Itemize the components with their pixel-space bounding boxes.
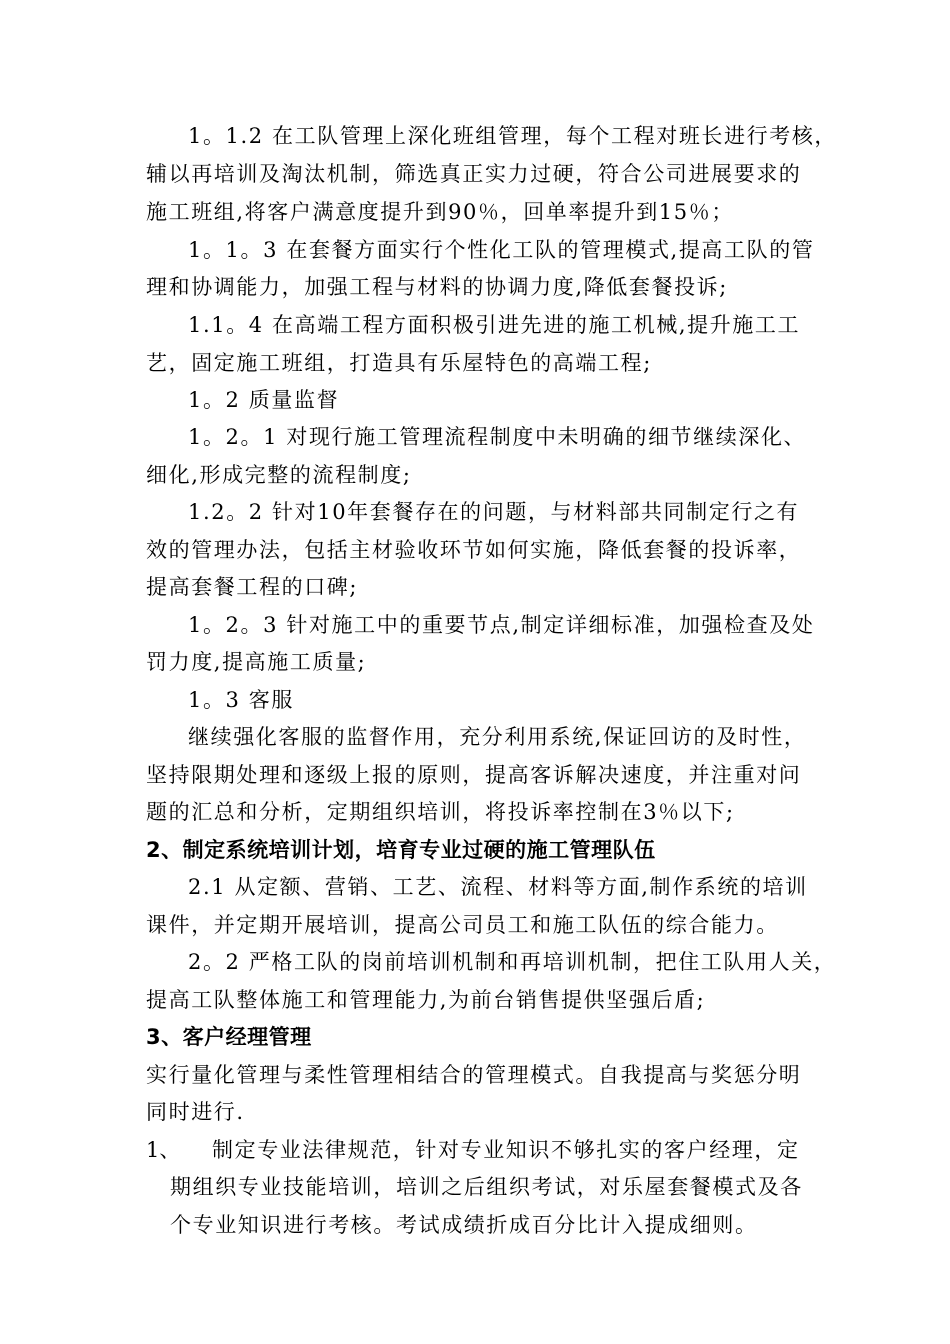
- paragraph-1-2-2-line-1: 1.2。2 针对10年套餐存在的问题，与材料部共同制定行之有: [188, 500, 800, 524]
- paragraph-1-1-4-line-1: 1.1。4 在高端工程方面积极引进先进的施工机械,提升施工工: [188, 313, 801, 337]
- list-item-1-line-1: 制定专业法律规范，针对专业知识不够扎实的客户经理，定: [212, 1138, 800, 1162]
- list-item-1-line-2: 期组织专业技能培训，培训之后组织考试，对乐屋套餐模式及各: [170, 1175, 803, 1199]
- paragraph-customer-service-line-1: 继续强化客服的监督作用，充分利用系统,保证回访的及时性，: [188, 725, 807, 749]
- paragraph-1-2-3-line-2: 罚力度,提高施工质量;: [146, 650, 367, 674]
- paragraph-1-1-4-line-2: 艺，固定施工班组，打造具有乐屋特色的高端工程;: [146, 351, 652, 375]
- section-heading-training-plan: 2、制定系统培训计划，培育专业过硬的施工管理队伍: [146, 838, 656, 862]
- paragraph-2-2-line-2: 提高工队整体施工和管理能力,为前台销售提供坚强后盾;: [146, 988, 706, 1012]
- paragraph-1-2-1-line-1: 1。2。1 对现行施工管理流程制度中未明确的细节继续深化、: [188, 425, 807, 449]
- paragraph-2-2-line-1: 2。2 严格工队的岗前培训机制和再培训机制，把住工队用人关，: [188, 950, 837, 974]
- section-heading-quality: 1。2 质量监督: [188, 388, 340, 412]
- paragraph-1-1-3-line-1: 1。1。3 在套餐方面实行个性化工队的管理模式,提高工队的管: [188, 238, 815, 262]
- paragraph-1-2-2-line-2: 效的管理办法，包括主材验收环节如何实施，降低套餐的投诉率，: [146, 538, 802, 562]
- paragraph-2-1-line-2: 课件，并定期开展培训，提高公司员工和施工队伍的综合能力。: [146, 913, 779, 937]
- paragraph-2-1-line-1: 2.1 从定额、营销、工艺、流程、材料等方面,制作系统的培训: [188, 875, 808, 899]
- paragraph-1-1-2-line-1: 1。1.2 在工队管理上深化班组管理，每个工程对班长进行考核，: [188, 124, 838, 148]
- paragraph-1-1-3-line-2: 理和协调能力，加强工程与材料的协调力度,降低套餐投诉;: [146, 275, 728, 299]
- paragraph-1-2-1-line-2: 细化,形成完整的流程制度;: [146, 463, 412, 487]
- list-item-number-1: 1、: [146, 1138, 181, 1162]
- paragraph-account-manager-line-1: 实行量化管理与柔性管理相结合的管理模式。自我提高与奖惩分明: [146, 1063, 802, 1087]
- paragraph-account-manager-line-2: 同时进行.: [146, 1100, 245, 1124]
- paragraph-customer-service-line-2: 坚持限期处理和逐级上报的原则，提高客诉解决速度，并注重对问: [146, 763, 802, 787]
- list-item-1-line-3: 个专业知识进行考核。考试成绩折成百分比计入提成细则。: [170, 1213, 758, 1237]
- section-heading-account-manager: 3、客户经理管理: [146, 1025, 312, 1049]
- paragraph-1-1-2-line-2: 辅以再培训及淘汰机制，筛选真正实力过硬，符合公司进展要求的: [146, 162, 802, 186]
- paragraph-1-2-2-line-3: 提高套餐工程的口碑;: [146, 575, 359, 599]
- paragraph-customer-service-line-3: 题的汇总和分析，定期组织培训，将投诉率控制在3％以下;: [146, 800, 735, 824]
- paragraph-1-1-2-line-3: 施工班组,将客户满意度提升到90％，回单率提升到15％；: [146, 200, 734, 224]
- section-heading-customer-service: 1。3 客服: [188, 688, 294, 712]
- paragraph-1-2-3-line-1: 1。2。3 针对施工中的重要节点,制定详细标准，加强检查及处: [188, 613, 815, 637]
